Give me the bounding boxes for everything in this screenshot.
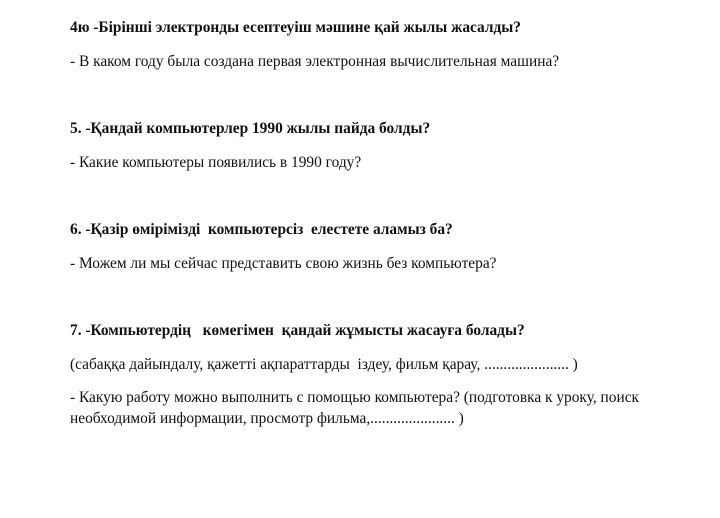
question-5-kz: 5. -Қандай компьютерлер 1990 жылы пайда болды? (70, 120, 431, 137)
question-4-kz: 4ю -Бірінші электронды есептеуіш мәшине қай жылы жасалды? (70, 19, 521, 36)
answer-7-ru-line-1: - Какую работу можно выполнить с помощью компьютера? (подготовка к уроку, поиск (70, 389, 640, 406)
question-7-kz: 7. -Компьютердің көмегімен қандай жұмысты жасауға болады? (70, 322, 525, 339)
answer-5-ru: - Какие компьютеры появились в 1990 году? (70, 154, 362, 171)
answer-6-ru: - Можем ли мы сейчас представить свою жизнь без компьютера? (70, 255, 497, 272)
answer-4-ru: - В каком году была создана первая электронная вычислительная машина? (70, 53, 560, 70)
question-6-kz: 6. -Қазір өмірімізді компьютерсіз елестете аламыз ба? (70, 221, 453, 238)
answer-7-kz-examples: (сабаққа дайындалу, қажетті ақпараттарды іздеу, фильм қарау, ...................... ) (70, 356, 578, 373)
answer-7-ru-line-2: необходимой информации, просмотр фильма,...................... ) (70, 410, 464, 427)
